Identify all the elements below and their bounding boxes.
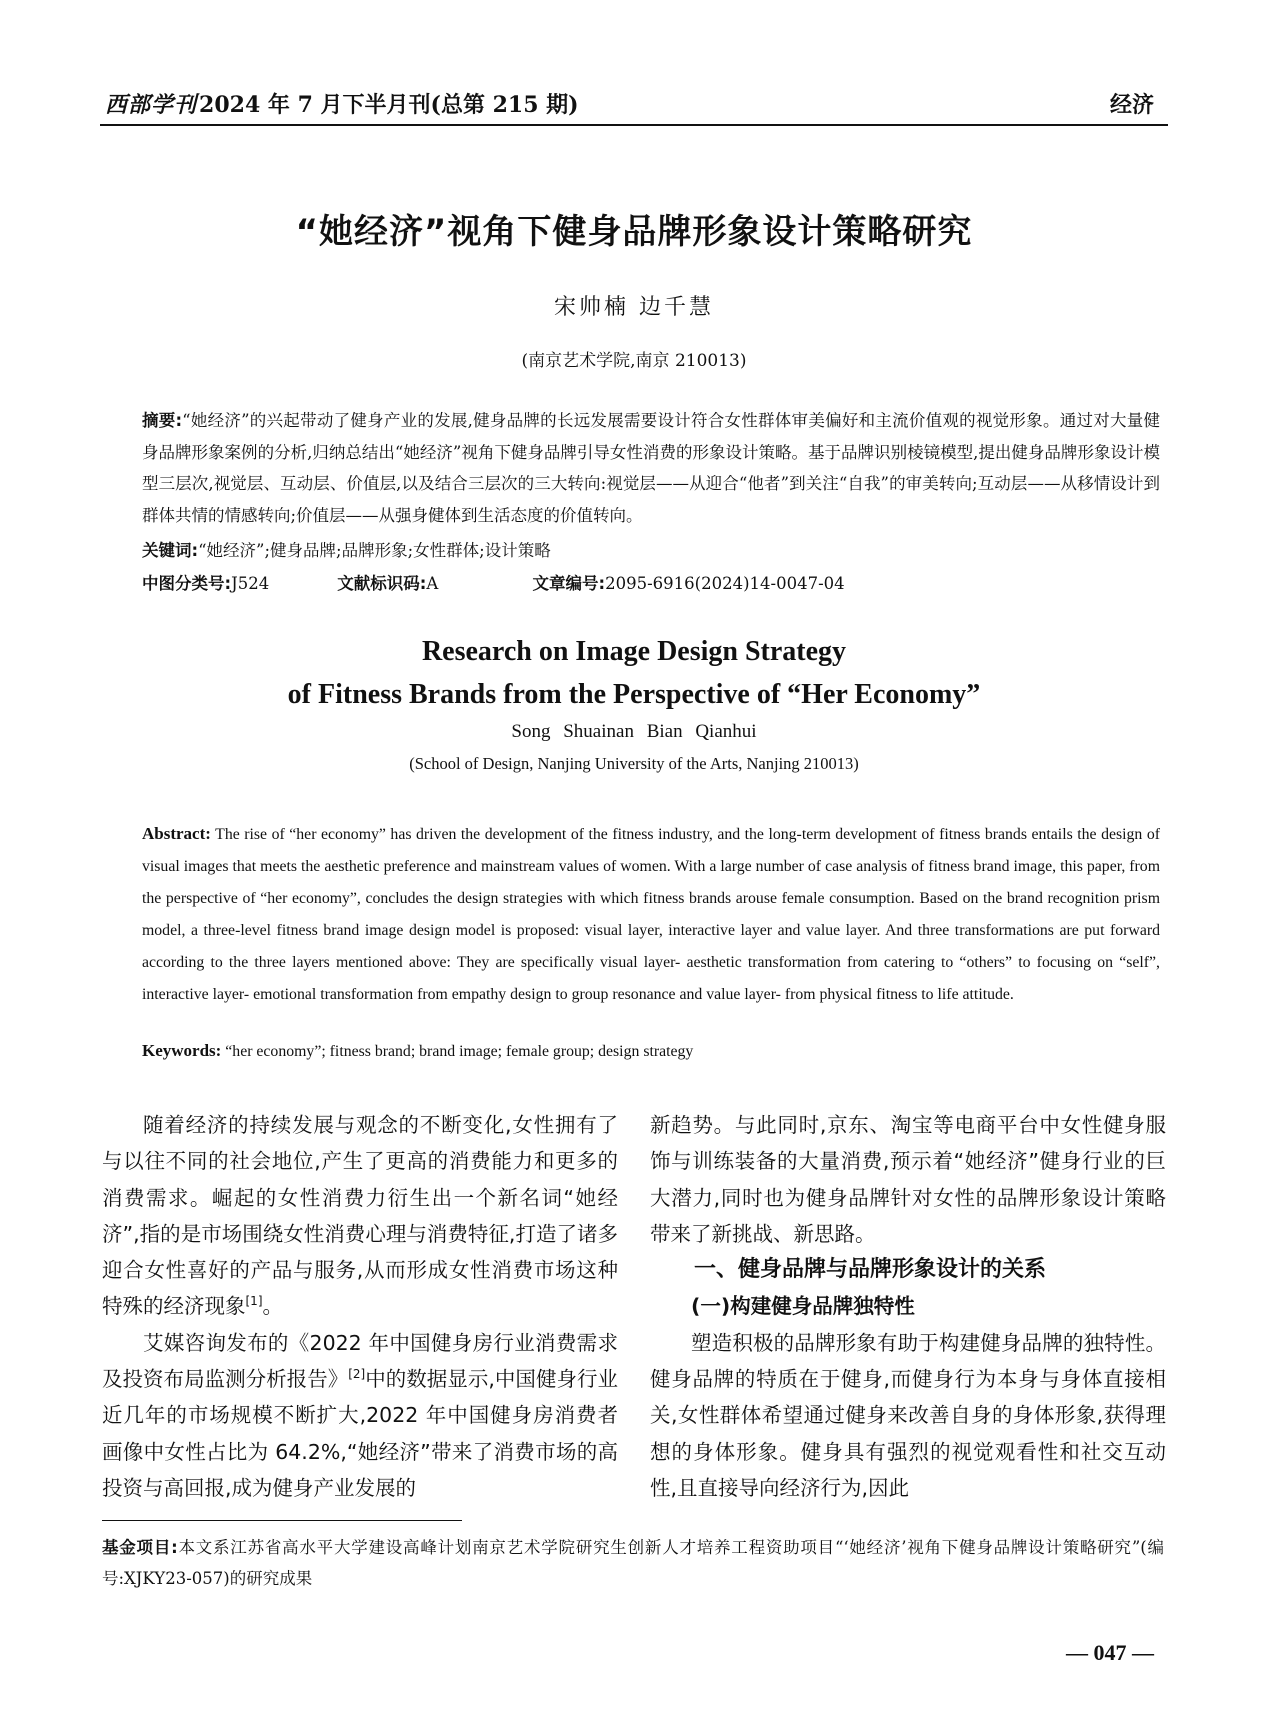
english-affiliation: (School of Design, Nanjing University of the Arts, Nanjing 210013) [409, 754, 859, 773]
clc-label: 中图分类号: [142, 574, 232, 593]
abstract-en-text: The rise of “her economy” has driven the development of the fitness industry, and the long-term development of fitness brands entails the design of visual images that meets the aesthetic preference and mainstream values of women. With a large number of case analysis of fitness brand image, this paper, from the perspective of “her economy”, concludes the design strategies with which fitness brands arouse female consumption. Based on the brand recognition prism model, a three-level fitness brand image design model is proposed: visual layer, interactive layer and value layer. And three transformations are put forward according to the three layers mentioned above: They are specifically visual layer- aesthetic transformation from catering to “others” to focusing on “self”, interactive layer- emotional transformation from empathy design to group resonance and value layer- from physical fitness to life attitude. [142, 826, 1161, 1003]
english-title-line2: of Fitness Brands from the Perspective of “Her Economy” [287, 679, 981, 710]
abstract-en-label: Abstract: [142, 824, 211, 843]
subsection-heading: (一)构建健身品牌独特性 [691, 1294, 915, 1319]
footnote-rule [102, 1520, 462, 1521]
article-title: “她经济”视角下健身品牌形象设计策略研究 [295, 212, 973, 252]
abstract-text: “她经济”的兴起带动了健身产业的发展,健身品牌的长远发展需要设计符合女性群体审美偏好和主流价值观的视觉形象。通过对大量健身品牌形象案例的分析,归纳总结出“她经济”视角下健身品牌引导女性消费的形象设计策略。基于品牌识别棱镜模型,提出健身品牌形象设计模型三层次,视觉层、互动层、价值层,以及结合三层次的三大转向:视觉层——从迎合“他者”到关注“自我”的审美转向;互动层——从移情设计到群体共情的情感转向;价值层——从强身健体到生活态度的价值转向。 [142, 411, 1160, 525]
english-title-line1: Research on Image Design Strategy [421, 636, 847, 667]
citation-ref: [1] [245, 1294, 263, 1309]
funding-footnote [102, 1532, 1164, 1594]
paragraph: 新趋势。与此同时,京东、淘宝等电商平台中女性健身服饰与训练装备的大量消费,预示着“她经济”健身行业的巨大潜力,同时也为健身品牌针对女性的品牌形象设计策略带来了新挑战、新思路。 [650, 1113, 1166, 1246]
article-no-item [533, 570, 845, 594]
clc-value: J524 [231, 574, 270, 593]
body-column-left [102, 1107, 618, 1506]
article-no-value: 2095-6916(2024)14-0047-04 [605, 574, 845, 593]
header-rule [100, 124, 1168, 126]
keywords-en-label: Keywords: [142, 1041, 222, 1060]
clc-item [142, 570, 332, 594]
abstract-cn [142, 405, 1160, 531]
article-no-label: 文章编号: [532, 574, 606, 593]
keywords-en [142, 1041, 693, 1061]
abstract-en [142, 818, 1160, 1011]
paragraph-text: 中的数据显示,中国健身行业近几年的市场规模不断扩大,2022 年中国健身房消费者画像中女性占比为 64.2%,“她经济”带来了消费市场的高投资与高回报,成为健身产业发展的 [102, 1367, 619, 1500]
paragraph-text: 随着经济的持续发展与观念的不断变化,女性拥有了与以往不同的社会地位,产生了更高的消费能力和更多的消费需求。崛起的女性消费力衍生出一个新名词“她经济”,指的是市场围绕女性消费心理与消费特征,打造了诸多迎合女性喜好的产品与服务,从而形成女性消费市场这种特殊的经济现象 [102, 1113, 618, 1319]
issue-info: 2024 年 7 月下半月刊(总第 215 期) [199, 92, 579, 118]
affiliation: (南京艺术学院,南京 210013) [521, 351, 747, 371]
doc-code-value: A [426, 574, 439, 593]
keywords-cn [142, 537, 551, 561]
keywords-en-text: “her economy”; fitness brand; brand image; female group; design strategy [225, 1043, 694, 1060]
page-number: — 047 — [1066, 1640, 1154, 1665]
section-heading: 一、健身品牌与品牌形象设计的关系 [694, 1257, 1047, 1283]
paragraph [102, 1107, 618, 1325]
running-header [105, 88, 579, 119]
english-authors: Song Shuainan Bian Qianhui [511, 721, 757, 742]
section-name: 经济 [1109, 92, 1154, 118]
doc-code-item [337, 570, 527, 594]
keywords-label: 关键词: [142, 541, 199, 560]
journal-logo: 西部学刊 [105, 92, 198, 118]
paragraph [102, 1325, 618, 1506]
authors: 宋帅楠 边千慧 [554, 295, 714, 320]
keywords-text: “她经济”;健身品牌;品牌形象;女性群体;设计策略 [198, 541, 551, 560]
paragraph-end: 。 [262, 1294, 283, 1319]
footnote-text: 本文系江苏省高水平大学建设高峰计划南京艺术学院研究生创新人才培养工程资助项目“‘她经济’视角下健身品牌设计策略研究”(编号:XJKY23-057)的研究成果 [102, 1538, 1164, 1588]
body-column-right [650, 1107, 1166, 1506]
paragraph: 塑造积极的品牌形象有助于构建健身品牌的独特性。健身品牌的特质在于健身,而健身行为本身与身体直接相关,女性群体希望通过健身来改善自身的身体形象,获得理想的身体形象。健身具有强烈的视觉观看性和社交互动性,且直接导向经济行为,因此 [650, 1330, 1166, 1500]
doc-code-label: 文献标识码: [337, 574, 427, 593]
footnote-label: 基金项目: [102, 1538, 178, 1557]
classification-row [142, 570, 1162, 594]
citation-ref: [2] [348, 1367, 366, 1382]
abstract-label: 摘要: [142, 411, 183, 430]
paragraph-text: 艾媒咨询发布的《2022 年中国健身房行业消费需求及投资布局监测分析报告》 [102, 1330, 618, 1392]
